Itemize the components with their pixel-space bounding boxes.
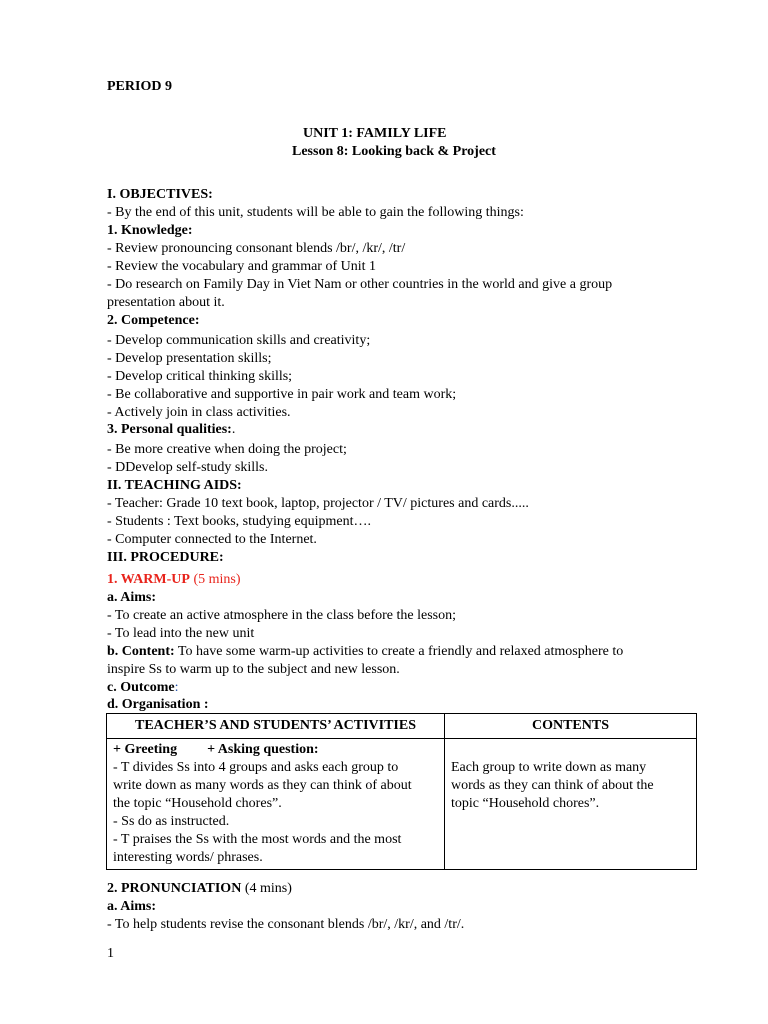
teaching-aids-item: - Computer connected to the Internet. xyxy=(107,532,317,547)
objectives-intro: - By the end of this unit, students will be able to gain the following things: xyxy=(107,205,524,220)
competence-item: - Develop communication skills and creativity; xyxy=(107,333,371,348)
unit-title: UNIT 1: FAMILY LIFE xyxy=(303,126,447,141)
teaching-aids-heading: II. TEACHING AIDS: xyxy=(107,478,242,493)
activity-line: - T praises the Ss with the most words and the most xyxy=(113,832,402,847)
pronunciation-aims-heading: a. Aims: xyxy=(107,899,156,914)
table-header-row xyxy=(107,714,697,739)
content-line: Each group to write down as many xyxy=(451,760,647,775)
warmup-outcome-label: c. Outcome xyxy=(107,680,175,695)
warmup-content-cont: inspire Ss to warm up to the subject and new lesson. xyxy=(107,662,400,677)
warmup-title: 1. WARM-UP xyxy=(107,572,190,587)
competence-heading: 2. Competence: xyxy=(107,313,200,328)
period-label: PERIOD 9 xyxy=(107,79,172,94)
competence-item: - Be collaborative and supportive in pair work and team work; xyxy=(107,387,457,402)
pronunciation-heading xyxy=(107,880,292,898)
warmup-duration: (5 mins) xyxy=(189,572,241,587)
knowledge-item: - Review pronouncing consonant blends /br/, /kr/, /tr/ xyxy=(107,241,406,256)
teaching-aids-item: - Students : Text books, studying equipment…. xyxy=(107,514,371,529)
activity-title-question: + Asking question xyxy=(207,742,314,757)
activity-line: the topic “Household chores”. xyxy=(113,796,282,811)
personal-qualities-heading xyxy=(107,421,235,439)
competence-item: - Actively join in class activities. xyxy=(107,405,291,420)
activity-title-greeting: + Greeting xyxy=(113,742,178,757)
lesson-title: Lesson 8: Looking back & Project xyxy=(292,144,496,159)
activity-line: interesting words/ phrases. xyxy=(113,850,263,865)
table-header-activities: TEACHER’S AND STUDENTS’ ACTIVITIES xyxy=(107,714,445,739)
knowledge-heading: 1. Knowledge: xyxy=(107,223,193,238)
activity-title xyxy=(113,741,438,759)
personal-item: - DDevelop self-study skills. xyxy=(107,460,268,475)
activity-line: - Ss do as instructed. xyxy=(113,814,230,829)
activity-line: write down as many words as they can think of about xyxy=(113,778,412,793)
procedure-heading: III. PROCEDURE: xyxy=(107,550,224,565)
warmup-heading xyxy=(107,571,241,589)
competence-item: - Develop presentation skills; xyxy=(107,351,272,366)
warmup-organisation: d. Organisation : xyxy=(107,697,209,712)
warmup-aim: - To lead into the new unit xyxy=(107,626,255,641)
knowledge-item: presentation about it. xyxy=(107,295,225,310)
personal-qualities-suffix: . xyxy=(231,422,236,437)
pronunciation-title: 2. PRONUNCIATION xyxy=(107,881,242,896)
personal-qualities-label: 3. Personal qualities: xyxy=(107,422,232,437)
contents-cell xyxy=(445,739,697,870)
table-header-contents: CONTENTS xyxy=(445,714,697,739)
page-number: 1 xyxy=(107,946,114,961)
warmup-outcome xyxy=(107,679,179,697)
content-line: topic “Household chores”. xyxy=(451,796,600,811)
personal-item: - Be more creative when doing the project; xyxy=(107,442,347,457)
warmup-content xyxy=(107,643,623,661)
teaching-aids-item: - Teacher: Grade 10 text book, laptop, projector / TV/ pictures and cards..... xyxy=(107,496,529,511)
activities-cell xyxy=(107,739,445,870)
activity-title-colon: : xyxy=(313,742,319,757)
warmup-content-text: To have some warm-up activities to create a friendly and relaxed atmosphere to xyxy=(174,644,624,659)
table-row xyxy=(107,739,697,870)
warmup-content-label: b. Content: xyxy=(107,644,175,659)
pronunciation-aim: - To help students revise the consonant blends /br/, /kr/, and /tr/. xyxy=(107,917,465,932)
activity-line: - T divides Ss into 4 groups and asks each group to xyxy=(113,760,399,775)
activities-table xyxy=(106,713,697,870)
warmup-outcome-colon: : xyxy=(174,680,179,695)
objectives-heading: I. OBJECTIVES: xyxy=(107,187,213,202)
competence-item: - Develop critical thinking skills; xyxy=(107,369,293,384)
warmup-aims-heading: a. Aims: xyxy=(107,590,156,605)
content-line: words as they can think of about the xyxy=(451,778,654,793)
knowledge-item: - Do research on Family Day in Viet Nam or other countries in the world and give a group xyxy=(107,277,613,292)
knowledge-item: - Review the vocabulary and grammar of Unit 1 xyxy=(107,259,377,274)
pronunciation-duration: (4 mins) xyxy=(241,881,292,896)
warmup-aim: - To create an active atmosphere in the class before the lesson; xyxy=(107,608,457,623)
